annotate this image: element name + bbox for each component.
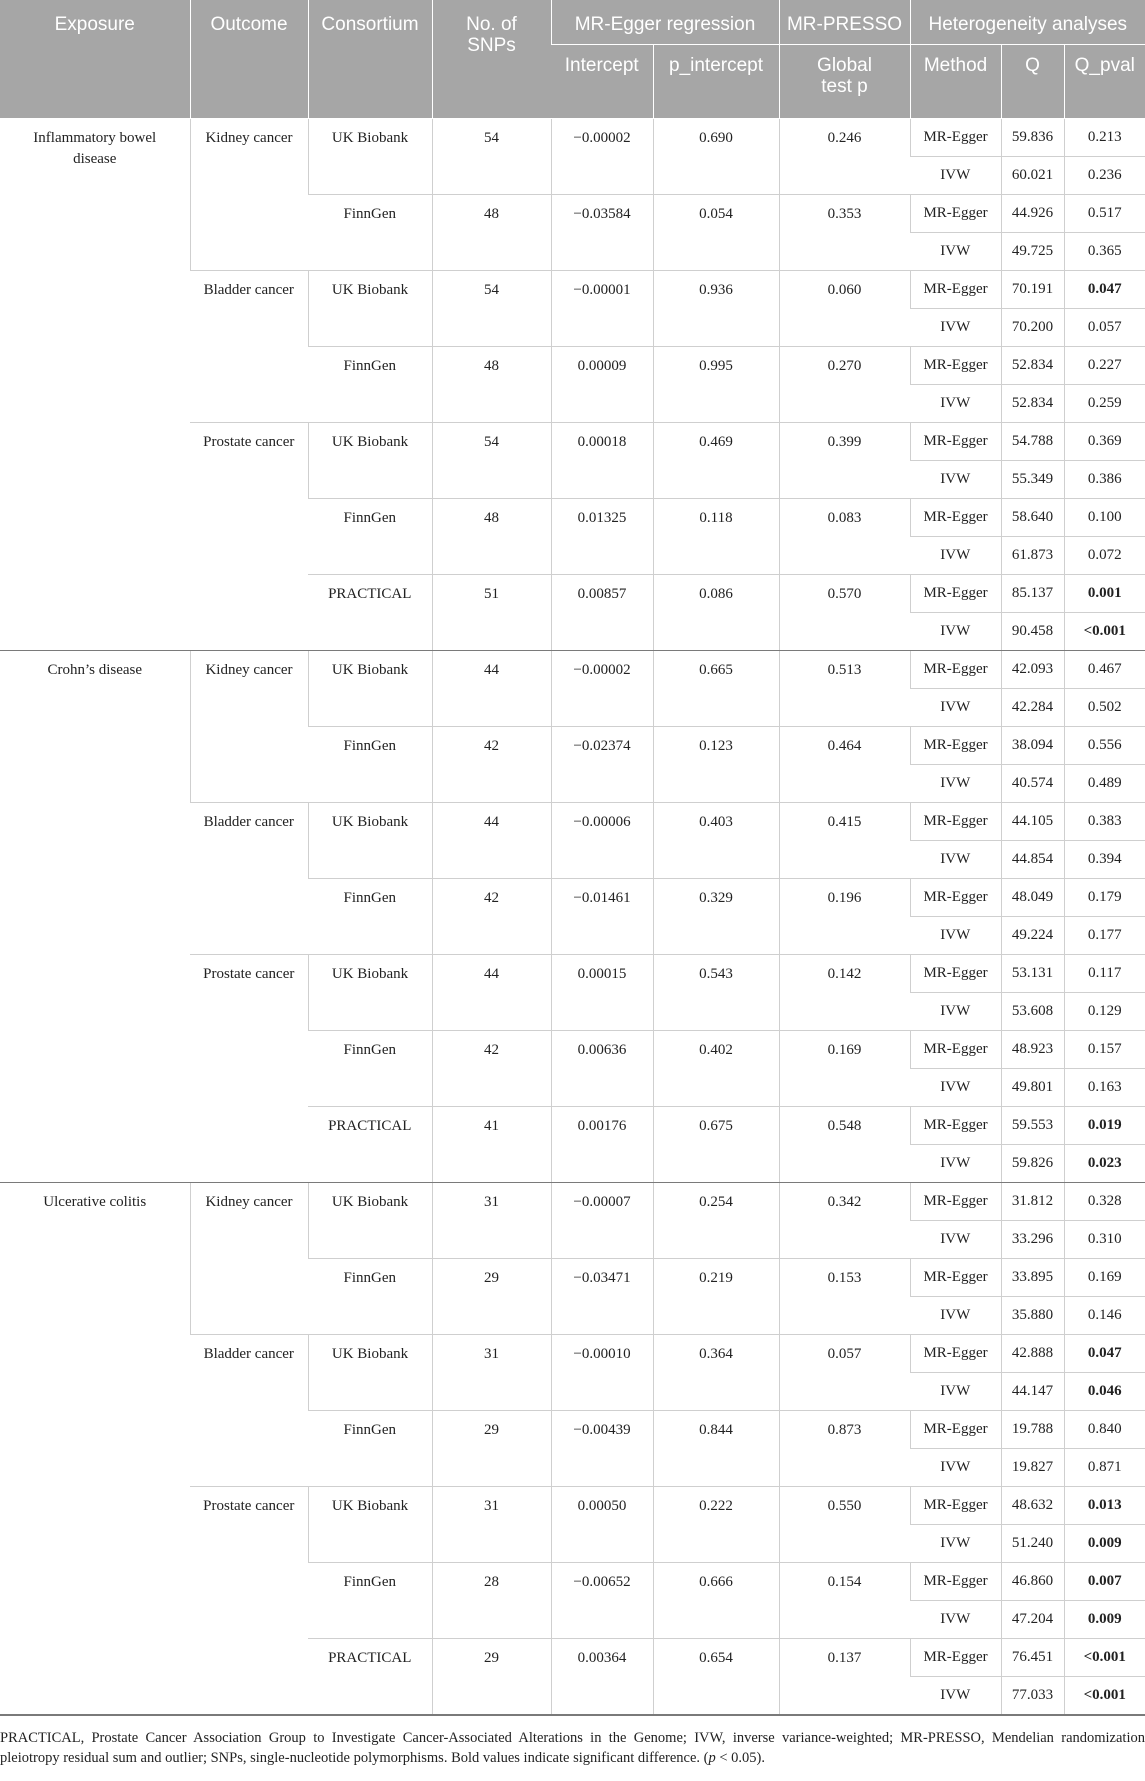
- q-cell: 49.224: [1001, 916, 1064, 954]
- method-cell: MR-Egger: [910, 726, 1001, 764]
- exposure-cell: Inflammatory bowel disease: [0, 118, 190, 650]
- snps-cell: 31: [432, 1334, 551, 1410]
- consortium-cell: UK Biobank: [308, 1182, 432, 1258]
- table-header: [0, 0, 1145, 118]
- q-pval-cell: 0.871: [1064, 1448, 1145, 1486]
- q-pval-cell: 0.365: [1064, 232, 1145, 270]
- outcome-cell: Bladder cancer: [190, 1334, 308, 1486]
- q-pval-cell: 0.100: [1064, 498, 1145, 536]
- q-pval-cell: 0.169: [1064, 1258, 1145, 1296]
- q-cell: 48.923: [1001, 1030, 1064, 1068]
- method-cell: IVW: [910, 612, 1001, 650]
- method-cell: MR-Egger: [910, 498, 1001, 536]
- header-consortium: Consortium: [308, 0, 432, 118]
- q-pval-cell: 0.213: [1064, 118, 1145, 156]
- global-test-cell: 0.513: [779, 650, 910, 726]
- snps-cell: 28: [432, 1562, 551, 1638]
- global-test-cell: 0.270: [779, 346, 910, 422]
- snps-cell: 54: [432, 118, 551, 194]
- method-cell: IVW: [910, 1068, 1001, 1106]
- header-intercept: Intercept: [551, 44, 653, 118]
- footnote-text: PRACTICAL, Prostate Cancer Association Group to Investigate Cancer-Associated Alterations in the Genome; IVW, inverse variance-weighted; MR-PRESSO, Mendelian randomization pleiotropy residual sum and outlier; SNPs, single-nucleotide polymorphisms. Bold values indicate significant difference. (: [0, 1729, 1145, 1766]
- method-cell: MR-Egger: [910, 1486, 1001, 1524]
- q-cell: 44.926: [1001, 194, 1064, 232]
- snps-cell: 44: [432, 954, 551, 1030]
- intercept-cell: −0.00652: [551, 1562, 653, 1638]
- q-pval-cell: 0.394: [1064, 840, 1145, 878]
- method-cell: MR-Egger: [910, 1258, 1001, 1296]
- table-row: [0, 650, 1145, 688]
- consortium-cell: UK Biobank: [308, 1334, 432, 1410]
- q-pval-cell: 0.019: [1064, 1106, 1145, 1144]
- q-pval-cell: 0.163: [1064, 1068, 1145, 1106]
- q-cell: 44.854: [1001, 840, 1064, 878]
- global-test-cell: 0.570: [779, 574, 910, 650]
- q-pval-cell: 0.157: [1064, 1030, 1145, 1068]
- q-pval-cell: 0.009: [1064, 1524, 1145, 1562]
- intercept-cell: 0.00015: [551, 954, 653, 1030]
- p-intercept-cell: 0.654: [653, 1638, 779, 1714]
- footnote-p: p: [708, 1749, 716, 1766]
- q-cell: 51.240: [1001, 1524, 1064, 1562]
- q-pval-cell: 0.310: [1064, 1220, 1145, 1258]
- consortium-cell: PRACTICAL: [308, 1106, 432, 1182]
- consortium-cell: UK Biobank: [308, 954, 432, 1030]
- consortium-cell: UK Biobank: [308, 1486, 432, 1562]
- q-pval-cell: 0.227: [1064, 346, 1145, 384]
- method-cell: IVW: [910, 232, 1001, 270]
- q-pval-cell: 0.129: [1064, 992, 1145, 1030]
- q-cell: 42.888: [1001, 1334, 1064, 1372]
- global-test-cell: 0.550: [779, 1486, 910, 1562]
- q-pval-cell: 0.502: [1064, 688, 1145, 726]
- consortium-cell: UK Biobank: [308, 422, 432, 498]
- intercept-cell: −0.00010: [551, 1334, 653, 1410]
- header-global-test: Global test p: [779, 44, 910, 118]
- method-cell: MR-Egger: [910, 650, 1001, 688]
- q-cell: 52.834: [1001, 384, 1064, 422]
- q-pval-cell: <0.001: [1064, 612, 1145, 650]
- intercept-cell: −0.00006: [551, 802, 653, 878]
- method-cell: MR-Egger: [910, 802, 1001, 840]
- intercept-cell: −0.03471: [551, 1258, 653, 1334]
- global-test-cell: 0.399: [779, 422, 910, 498]
- q-cell: 42.093: [1001, 650, 1064, 688]
- method-cell: MR-Egger: [910, 1638, 1001, 1676]
- q-pval-cell: 0.259: [1064, 384, 1145, 422]
- p-intercept-cell: 0.254: [653, 1182, 779, 1258]
- p-intercept-cell: 0.936: [653, 270, 779, 346]
- q-pval-cell: 0.556: [1064, 726, 1145, 764]
- q-cell: 48.049: [1001, 878, 1064, 916]
- global-test-cell: 0.154: [779, 1562, 910, 1638]
- method-cell: IVW: [910, 1524, 1001, 1562]
- consortium-cell: FinnGen: [308, 878, 432, 954]
- q-cell: 42.284: [1001, 688, 1064, 726]
- p-intercept-cell: 0.118: [653, 498, 779, 574]
- consortium-cell: UK Biobank: [308, 802, 432, 878]
- method-cell: IVW: [910, 1372, 1001, 1410]
- q-cell: 47.204: [1001, 1600, 1064, 1638]
- method-cell: IVW: [910, 1448, 1001, 1486]
- snps-cell: 29: [432, 1258, 551, 1334]
- consortium-cell: FinnGen: [308, 726, 432, 802]
- q-cell: 59.553: [1001, 1106, 1064, 1144]
- method-cell: IVW: [910, 384, 1001, 422]
- global-test-cell: 0.246: [779, 118, 910, 194]
- method-cell: IVW: [910, 764, 1001, 802]
- q-cell: 61.873: [1001, 536, 1064, 574]
- q-pval-cell: 0.047: [1064, 1334, 1145, 1372]
- intercept-cell: 0.00364: [551, 1638, 653, 1714]
- global-test-cell: 0.153: [779, 1258, 910, 1334]
- q-cell: 44.105: [1001, 802, 1064, 840]
- q-pval-cell: 0.179: [1064, 878, 1145, 916]
- q-cell: 53.608: [1001, 992, 1064, 1030]
- global-test-cell: 0.083: [779, 498, 910, 574]
- q-pval-cell: 0.177: [1064, 916, 1145, 954]
- q-cell: 90.458: [1001, 612, 1064, 650]
- snps-cell: 48: [432, 194, 551, 270]
- p-intercept-cell: 0.844: [653, 1410, 779, 1486]
- p-intercept-cell: 0.123: [653, 726, 779, 802]
- q-cell: 77.033: [1001, 1676, 1064, 1714]
- method-cell: IVW: [910, 156, 1001, 194]
- header-q: Q: [1001, 44, 1064, 118]
- consortium-cell: UK Biobank: [308, 118, 432, 194]
- q-cell: 53.131: [1001, 954, 1064, 992]
- p-intercept-cell: 0.402: [653, 1030, 779, 1106]
- intercept-cell: −0.00439: [551, 1410, 653, 1486]
- method-cell: MR-Egger: [910, 1030, 1001, 1068]
- p-intercept-cell: 0.995: [653, 346, 779, 422]
- table-footnote: [0, 1715, 1145, 1768]
- method-cell: MR-Egger: [910, 1410, 1001, 1448]
- q-pval-cell: 0.840: [1064, 1410, 1145, 1448]
- method-cell: IVW: [910, 308, 1001, 346]
- q-cell: 59.826: [1001, 1144, 1064, 1182]
- intercept-cell: −0.00001: [551, 270, 653, 346]
- q-cell: 55.349: [1001, 460, 1064, 498]
- method-cell: MR-Egger: [910, 1182, 1001, 1220]
- method-cell: IVW: [910, 1144, 1001, 1182]
- q-cell: 76.451: [1001, 1638, 1064, 1676]
- p-intercept-cell: 0.222: [653, 1486, 779, 1562]
- q-pval-cell: 0.023: [1064, 1144, 1145, 1182]
- method-cell: IVW: [910, 992, 1001, 1030]
- outcome-cell: Prostate cancer: [190, 422, 308, 650]
- snps-cell: 29: [432, 1410, 551, 1486]
- consortium-cell: FinnGen: [308, 1562, 432, 1638]
- method-cell: MR-Egger: [910, 1334, 1001, 1372]
- global-test-cell: 0.137: [779, 1638, 910, 1714]
- method-cell: IVW: [910, 840, 1001, 878]
- q-pval-cell: 0.328: [1064, 1182, 1145, 1220]
- intercept-cell: −0.03584: [551, 194, 653, 270]
- global-test-cell: 0.142: [779, 954, 910, 1030]
- method-cell: MR-Egger: [910, 954, 1001, 992]
- intercept-cell: 0.00018: [551, 422, 653, 498]
- q-pval-cell: 0.517: [1064, 194, 1145, 232]
- consortium-cell: PRACTICAL: [308, 574, 432, 650]
- method-cell: MR-Egger: [910, 422, 1001, 460]
- header-p-intercept: p_intercept: [653, 44, 779, 118]
- snps-cell: 41: [432, 1106, 551, 1182]
- intercept-cell: 0.00636: [551, 1030, 653, 1106]
- header-q-pval: Q_pval: [1064, 44, 1145, 118]
- method-cell: IVW: [910, 688, 1001, 726]
- snps-cell: 44: [432, 802, 551, 878]
- global-test-cell: 0.464: [779, 726, 910, 802]
- global-test-cell: 0.415: [779, 802, 910, 878]
- method-cell: MR-Egger: [910, 194, 1001, 232]
- consortium-cell: FinnGen: [308, 498, 432, 574]
- consortium-cell: UK Biobank: [308, 650, 432, 726]
- method-cell: MR-Egger: [910, 1106, 1001, 1144]
- q-pval-cell: 0.386: [1064, 460, 1145, 498]
- intercept-cell: −0.00002: [551, 650, 653, 726]
- header-heterogeneity: Heterogeneity analyses: [910, 0, 1145, 44]
- consortium-cell: FinnGen: [308, 1030, 432, 1106]
- snps-cell: 42: [432, 1030, 551, 1106]
- method-cell: MR-Egger: [910, 574, 1001, 612]
- snps-cell: 54: [432, 270, 551, 346]
- q-cell: 70.191: [1001, 270, 1064, 308]
- q-cell: 40.574: [1001, 764, 1064, 802]
- q-pval-cell: 0.046: [1064, 1372, 1145, 1410]
- global-test-cell: 0.196: [779, 878, 910, 954]
- q-cell: 46.860: [1001, 1562, 1064, 1600]
- global-test-cell: 0.342: [779, 1182, 910, 1258]
- q-cell: 58.640: [1001, 498, 1064, 536]
- global-test-cell: 0.060: [779, 270, 910, 346]
- exposure-cell: Crohn’s disease: [0, 650, 190, 1182]
- p-intercept-cell: 0.675: [653, 1106, 779, 1182]
- q-cell: 31.812: [1001, 1182, 1064, 1220]
- header-method: Method: [910, 44, 1001, 118]
- q-pval-cell: <0.001: [1064, 1676, 1145, 1714]
- intercept-cell: 0.01325: [551, 498, 653, 574]
- q-pval-cell: 0.001: [1064, 574, 1145, 612]
- exposure-cell: Ulcerative colitis: [0, 1182, 190, 1714]
- method-cell: MR-Egger: [910, 118, 1001, 156]
- snps-cell: 29: [432, 1638, 551, 1714]
- header-exposure: Exposure: [0, 0, 190, 118]
- outcome-cell: Kidney cancer: [190, 650, 308, 802]
- q-cell: 19.827: [1001, 1448, 1064, 1486]
- method-cell: MR-Egger: [910, 270, 1001, 308]
- q-pval-cell: 0.489: [1064, 764, 1145, 802]
- q-cell: 60.021: [1001, 156, 1064, 194]
- global-test-cell: 0.548: [779, 1106, 910, 1182]
- intercept-cell: −0.02374: [551, 726, 653, 802]
- outcome-cell: Prostate cancer: [190, 1486, 308, 1714]
- q-pval-cell: 0.383: [1064, 802, 1145, 840]
- snps-cell: 42: [432, 878, 551, 954]
- q-pval-cell: 0.117: [1064, 954, 1145, 992]
- header-mr-presso: MR-PRESSO: [779, 0, 910, 44]
- snps-cell: 31: [432, 1486, 551, 1562]
- q-pval-cell: <0.001: [1064, 1638, 1145, 1676]
- method-cell: IVW: [910, 460, 1001, 498]
- global-test-cell: 0.169: [779, 1030, 910, 1106]
- p-intercept-cell: 0.469: [653, 422, 779, 498]
- p-intercept-cell: 0.329: [653, 878, 779, 954]
- outcome-cell: Bladder cancer: [190, 802, 308, 954]
- p-intercept-cell: 0.364: [653, 1334, 779, 1410]
- consortium-cell: FinnGen: [308, 346, 432, 422]
- q-cell: 49.801: [1001, 1068, 1064, 1106]
- q-pval-cell: 0.013: [1064, 1486, 1145, 1524]
- header-snps: No. of SNPs: [432, 0, 551, 118]
- q-pval-cell: 0.072: [1064, 536, 1145, 574]
- q-cell: 38.094: [1001, 726, 1064, 764]
- snps-cell: 42: [432, 726, 551, 802]
- intercept-cell: 0.00857: [551, 574, 653, 650]
- q-pval-cell: 0.369: [1064, 422, 1145, 460]
- method-cell: MR-Egger: [910, 346, 1001, 384]
- method-cell: IVW: [910, 1296, 1001, 1334]
- table-row: [0, 1182, 1145, 1220]
- snps-cell: 54: [432, 422, 551, 498]
- q-cell: 44.147: [1001, 1372, 1064, 1410]
- q-cell: 35.880: [1001, 1296, 1064, 1334]
- q-pval-cell: 0.047: [1064, 270, 1145, 308]
- q-cell: 33.895: [1001, 1258, 1064, 1296]
- method-cell: IVW: [910, 1600, 1001, 1638]
- method-cell: IVW: [910, 536, 1001, 574]
- table-body: [0, 118, 1145, 1714]
- q-cell: 19.788: [1001, 1410, 1064, 1448]
- footnote-tail: < 0.05).: [715, 1749, 765, 1766]
- q-pval-cell: 0.236: [1064, 156, 1145, 194]
- outcome-cell: Kidney cancer: [190, 118, 308, 270]
- q-pval-cell: 0.146: [1064, 1296, 1145, 1334]
- snps-cell: 48: [432, 346, 551, 422]
- snps-cell: 44: [432, 650, 551, 726]
- intercept-cell: −0.00002: [551, 118, 653, 194]
- consortium-cell: UK Biobank: [308, 270, 432, 346]
- outcome-cell: Prostate cancer: [190, 954, 308, 1182]
- method-cell: MR-Egger: [910, 878, 1001, 916]
- outcome-cell: Kidney cancer: [190, 1182, 308, 1334]
- p-intercept-cell: 0.219: [653, 1258, 779, 1334]
- table-row: [0, 118, 1145, 156]
- q-pval-cell: 0.007: [1064, 1562, 1145, 1600]
- header-outcome: Outcome: [190, 0, 308, 118]
- p-intercept-cell: 0.054: [653, 194, 779, 270]
- p-intercept-cell: 0.666: [653, 1562, 779, 1638]
- q-cell: 48.632: [1001, 1486, 1064, 1524]
- q-cell: 54.788: [1001, 422, 1064, 460]
- outcome-cell: Bladder cancer: [190, 270, 308, 422]
- p-intercept-cell: 0.690: [653, 118, 779, 194]
- q-cell: 49.725: [1001, 232, 1064, 270]
- consortium-cell: FinnGen: [308, 1410, 432, 1486]
- method-cell: IVW: [910, 1220, 1001, 1258]
- method-cell: IVW: [910, 916, 1001, 954]
- snps-cell: 48: [432, 498, 551, 574]
- p-intercept-cell: 0.086: [653, 574, 779, 650]
- consortium-cell: FinnGen: [308, 194, 432, 270]
- consortium-cell: FinnGen: [308, 1258, 432, 1334]
- global-test-cell: 0.057: [779, 1334, 910, 1410]
- snps-cell: 31: [432, 1182, 551, 1258]
- q-cell: 59.836: [1001, 118, 1064, 156]
- global-test-cell: 0.353: [779, 194, 910, 270]
- q-pval-cell: 0.467: [1064, 650, 1145, 688]
- p-intercept-cell: 0.403: [653, 802, 779, 878]
- p-intercept-cell: 0.665: [653, 650, 779, 726]
- intercept-cell: 0.00050: [551, 1486, 653, 1562]
- q-cell: 52.834: [1001, 346, 1064, 384]
- intercept-cell: −0.00007: [551, 1182, 653, 1258]
- intercept-cell: −0.01461: [551, 878, 653, 954]
- method-cell: MR-Egger: [910, 1562, 1001, 1600]
- q-cell: 33.296: [1001, 1220, 1064, 1258]
- intercept-cell: 0.00009: [551, 346, 653, 422]
- consortium-cell: PRACTICAL: [308, 1638, 432, 1714]
- q-pval-cell: 0.057: [1064, 308, 1145, 346]
- global-test-cell: 0.873: [779, 1410, 910, 1486]
- method-cell: IVW: [910, 1676, 1001, 1714]
- intercept-cell: 0.00176: [551, 1106, 653, 1182]
- q-cell: 70.200: [1001, 308, 1064, 346]
- header-mr-egger: MR-Egger regression: [551, 0, 779, 44]
- p-intercept-cell: 0.543: [653, 954, 779, 1030]
- q-pval-cell: 0.009: [1064, 1600, 1145, 1638]
- q-cell: 85.137: [1001, 574, 1064, 612]
- snps-cell: 51: [432, 574, 551, 650]
